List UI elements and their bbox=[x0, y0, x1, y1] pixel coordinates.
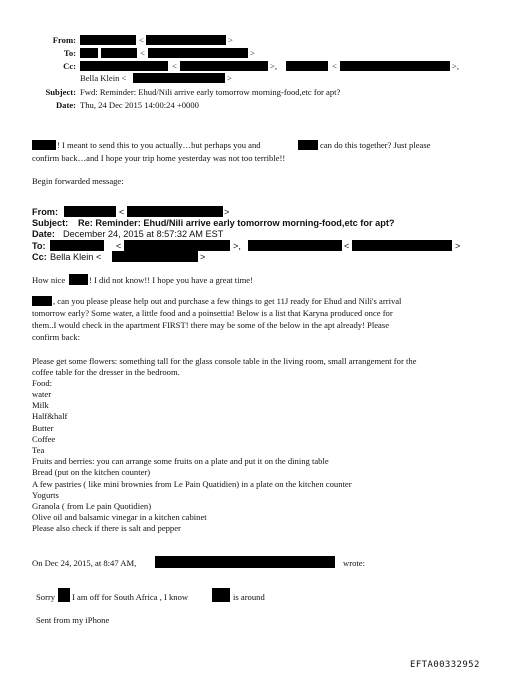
redacted-block bbox=[148, 48, 248, 58]
redacted-block bbox=[64, 206, 116, 217]
cc-bracket: >, bbox=[452, 61, 459, 71]
list-item: Coffee bbox=[32, 434, 56, 444]
list-item: A few pastries ( like mini brownies from Le Pain Quatidien) in a plate on the kitchen counter bbox=[32, 479, 352, 489]
list-item: Butter bbox=[32, 423, 54, 433]
fwd-to-label: To: bbox=[32, 241, 46, 251]
list-item: Half&half bbox=[32, 411, 68, 421]
redacted-block bbox=[80, 35, 136, 45]
list-item: water bbox=[32, 389, 52, 399]
paragraph-line: them..I would check in the apartment FIRST! there may be some of the below in the apt already! Please bbox=[32, 320, 390, 330]
redacted-block bbox=[58, 588, 70, 602]
subject-text: Fwd: Reminder: Ehud/Nili arrive early tomorrow morning-food,etc for apt? bbox=[80, 87, 341, 97]
cc-bracket: > bbox=[227, 73, 232, 83]
redacted-block bbox=[69, 274, 88, 285]
redacted-block bbox=[32, 296, 52, 306]
fwd-to-open: < bbox=[116, 241, 122, 251]
list-item: Tea bbox=[32, 445, 45, 455]
redacted-block bbox=[101, 48, 137, 58]
fwd-cc-name: Bella Klein < bbox=[50, 252, 102, 262]
paragraph-line: confirm back: bbox=[32, 332, 80, 342]
fwd-subject-label: Subject: bbox=[32, 218, 69, 228]
fwd-from-close: > bbox=[224, 207, 230, 217]
cc-bracket: < bbox=[332, 61, 337, 71]
redacted-block bbox=[80, 48, 98, 58]
reply-b: I am off for South Africa , I know bbox=[72, 592, 189, 602]
redacted-block bbox=[124, 240, 230, 251]
greeting-a: How nice bbox=[32, 275, 66, 285]
redacted-block bbox=[32, 140, 56, 150]
to-label: To: bbox=[63, 48, 76, 58]
redacted-block bbox=[212, 588, 230, 602]
cc-bracket: >, bbox=[270, 61, 277, 71]
fwd-from-label: From: bbox=[32, 207, 59, 217]
fwd-cc-close: > bbox=[200, 252, 206, 262]
redacted-block bbox=[155, 556, 335, 568]
fwd-date-text: December 24, 2015 at 8:57:32 AM EST bbox=[63, 229, 224, 239]
to-bracket-close: > bbox=[250, 48, 255, 58]
redacted-block bbox=[352, 240, 452, 251]
fwd-to-open-2: < bbox=[344, 241, 350, 251]
forwarded-note: Begin forwarded message: bbox=[32, 176, 124, 186]
redacted-block bbox=[298, 140, 318, 150]
list-item: Please also check if there is salt and pepper bbox=[32, 523, 181, 533]
reply-c: is around bbox=[233, 592, 265, 602]
cc-name: Bella Klein < bbox=[80, 73, 127, 83]
redacted-block bbox=[286, 61, 328, 71]
quote-header-a: On Dec 24, 2015, at 8:47 AM, bbox=[32, 558, 137, 568]
fwd-subject-text: Re: Reminder: Ehud/Nili arrive early tomorrow morning-food,etc for apt? bbox=[78, 218, 395, 228]
from-label: From: bbox=[52, 35, 76, 45]
list-item: Food: bbox=[32, 378, 53, 388]
from-bracket-close: > bbox=[228, 35, 233, 45]
redacted-block bbox=[80, 61, 168, 71]
to-bracket-open: < bbox=[140, 48, 145, 58]
date-text: Thu, 24 Dec 2015 14:00:24 +0000 bbox=[80, 100, 199, 110]
date-label: Date: bbox=[55, 100, 76, 110]
list-item: Please get some flowers: something tall for the glass console table in the living room, small arrangement for the bbox=[32, 356, 417, 366]
fwd-from-open: < bbox=[119, 207, 125, 217]
reply-a: Sorry bbox=[36, 592, 56, 602]
intro-line-1a: ! I meant to send this to you actually…but perhaps you and bbox=[57, 140, 261, 150]
from-bracket-open: < bbox=[139, 35, 144, 45]
list-item: Bread (put on the kitchen counter) bbox=[32, 467, 151, 477]
list-item: Olive oil and balsamic vinegar in a kitchen cabinet bbox=[32, 512, 207, 522]
bates-number: EFTA00332952 bbox=[410, 660, 480, 670]
list-item: Milk bbox=[32, 400, 49, 410]
quote-header-b: wrote: bbox=[343, 558, 365, 568]
fwd-to-close-2: > bbox=[455, 241, 461, 251]
redacted-block bbox=[180, 61, 268, 71]
intro-line-1b: can do this together? Just please bbox=[320, 140, 431, 150]
cc-label: Cc: bbox=[63, 61, 76, 71]
paragraph-line: , can you please please help out and purchase a few things to get 11J ready for Ehud and Nili's arrival bbox=[53, 296, 402, 306]
list-item: Granola ( from Le pain Quotidien) bbox=[32, 501, 152, 511]
paragraph-line: tomorrow early? Some water, a little food and a poinsettia! Below is a list that Karyna produced once for bbox=[32, 308, 393, 318]
fwd-to-close: >, bbox=[233, 241, 241, 251]
signature: Sent from my iPhone bbox=[36, 615, 110, 625]
fwd-cc-label: Cc: bbox=[32, 252, 47, 262]
greeting-b: ! I did not know!! I hope you have a great time! bbox=[89, 275, 253, 285]
redacted-block bbox=[248, 240, 342, 251]
redacted-block bbox=[133, 73, 225, 83]
list-item: Yogurts bbox=[32, 490, 59, 500]
intro-line-2: confirm back…and I hope your trip home yesterday was not too terrible!! bbox=[32, 153, 286, 163]
redacted-block bbox=[146, 35, 226, 45]
redacted-block bbox=[340, 61, 450, 71]
redacted-block bbox=[112, 251, 198, 262]
fwd-date-label: Date: bbox=[32, 229, 55, 239]
list-item: coffee table for the dresser in the bedroom. bbox=[32, 367, 180, 377]
subject-label: Subject: bbox=[45, 87, 76, 97]
redacted-block bbox=[127, 206, 223, 217]
list-item: Fruits and berries: you can arrange some fruits on a plate and put it on the dining table bbox=[32, 456, 329, 466]
redacted-block bbox=[50, 240, 104, 251]
cc-bracket: < bbox=[172, 61, 177, 71]
